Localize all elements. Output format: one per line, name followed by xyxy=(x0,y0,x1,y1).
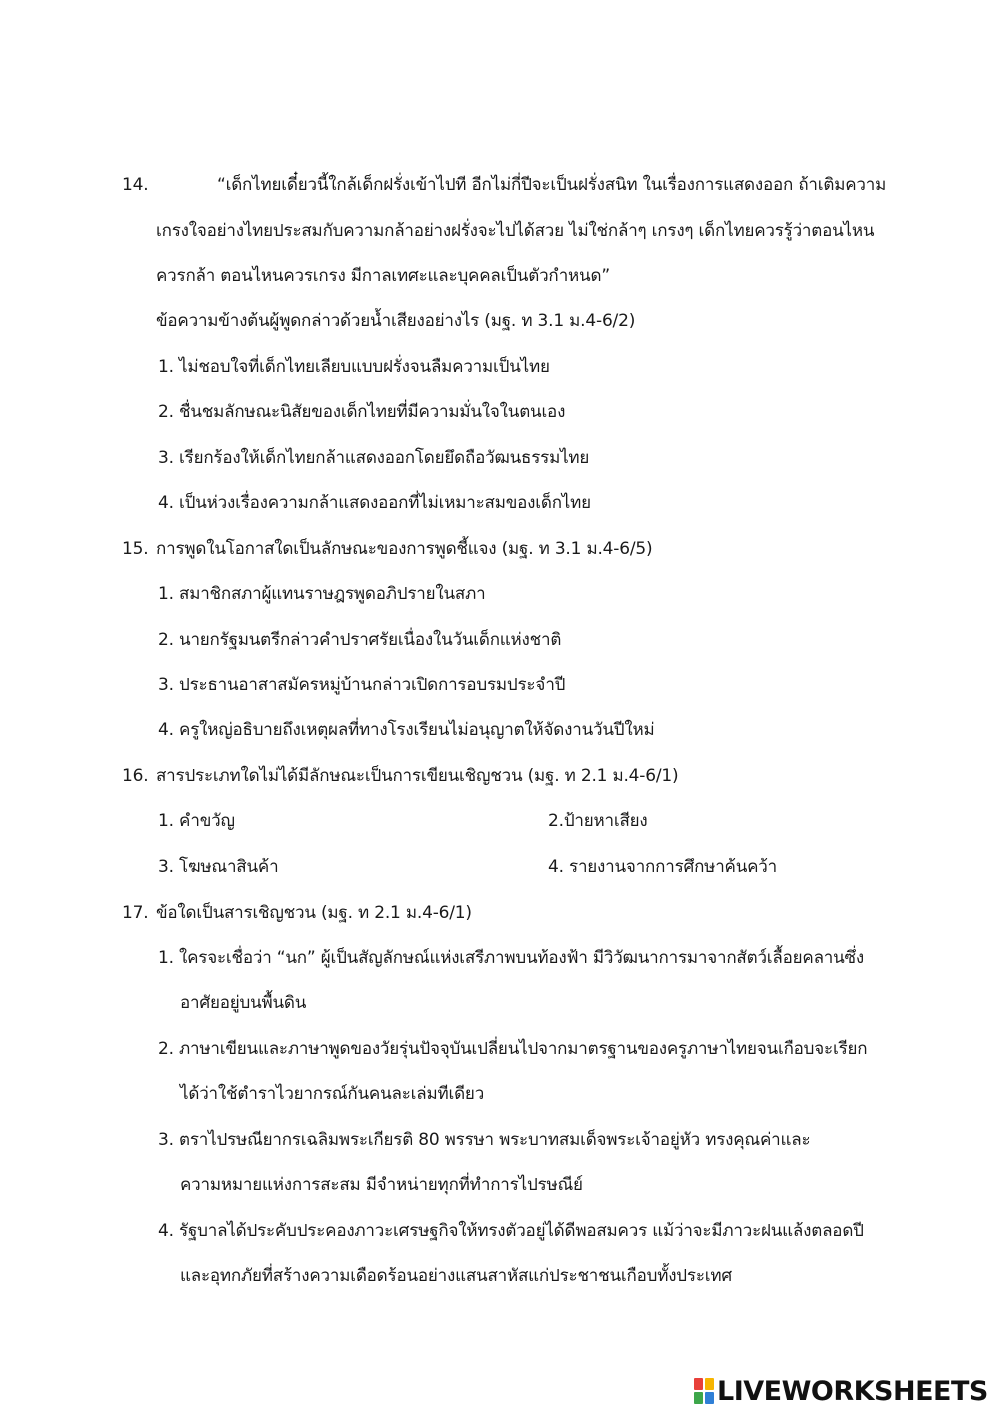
question-14-text: ข้อความข้างต้นผู้พูดกล่าวด้วยน้ำเสียงอย่างไร (มฐ. ท 3.1 ม.4-6/2) xyxy=(156,311,636,331)
question-16-option-4: 4. รายงานจากการศึกษาค้นคว้า xyxy=(548,857,777,877)
question-16-text: สารประเภทใดไม่ได้มีลักษณะเป็นการเขียนเชิญชวน (มฐ. ท 2.1 ม.4-6/1) xyxy=(156,766,679,786)
question-17-option-3-line-1: 3. ตราไปรษณียากรเฉลิมพระเกียรติ 80 พรรษา พระบาทสมเด็จพระเจ้าอยู่หัว ทรงคุณค่าและ xyxy=(158,1130,811,1150)
question-17-option-2-line-1: 2. ภาษาเขียนและภาษาพูดของวัยรุ่นปัจจุบันเปลี่ยนไปจากมาตรฐานของครูภาษาไทยจนเกือบจะเรียก xyxy=(158,1039,868,1059)
question-16-option-2: 2.ป้ายหาเสียง xyxy=(548,811,648,831)
question-17-option-1-line-2: อาศัยอยู่บนพื้นดิน xyxy=(180,993,307,1013)
question-14-option-2: 2. ชื่นชมลักษณะนิสัยของเด็กไทยที่มีความมั่นใจในตนเอง xyxy=(158,402,566,422)
question-14-quote-line-2: เกรงใจอย่างไทยประสมกับความกล้าอย่างฝรั่งจะไปได้สวย ไม่ใช่กล้าๆ เกรงๆ เด็กไทยควรรู้ว่าตอนไหน xyxy=(156,221,875,241)
question-14-option-4: 4. เป็นห่วงเรื่องความกล้าแสดงออกที่ไม่เหมาะสมของเด็กไทย xyxy=(158,493,591,513)
question-17-option-3-line-2: ความหมายแห่งการสะสม มีจำหน่ายทุกที่ทำการไปรษณีย์ xyxy=(180,1175,583,1195)
question-17-option-4-line-2: และอุทกภัยที่สร้างความเดือดร้อนอย่างแสนสาหัสแก่ประชาชนเกือบทั้งประเทศ xyxy=(180,1266,732,1286)
question-15-option-4: 4. ครูใหญ่อธิบายถึงเหตุผลที่ทางโรงเรียนไม่อนุญาตให้จัดงานวันปีใหม่ xyxy=(158,720,655,740)
question-15-option-2: 2. นายกรัฐมนตรีกล่าวคำปราศรัยเนื่องในวันเด็กแห่งชาติ xyxy=(158,630,562,650)
question-16-option-1: 1. คำขวัญ xyxy=(158,811,235,831)
logo-tile-green xyxy=(694,1392,703,1404)
liveworksheets-logo xyxy=(694,1376,988,1406)
question-15-option-3: 3. ประธานอาสาสมัครหมู่บ้านกล่าวเปิดการอบรมประจำปี xyxy=(158,675,566,695)
question-14-option-3: 3. เรียกร้องให้เด็กไทยกล้าแสดงออกโดยยึดถือวัฒนธรรมไทย xyxy=(158,448,590,468)
question-15-number: 15. xyxy=(122,539,149,559)
question-14-quote-line-3: ควรกล้า ตอนไหนควรเกรง มีกาลเทศะและบุคคลเป็นตัวกำหนด” xyxy=(156,266,610,286)
question-14-number: 14. xyxy=(122,175,149,195)
question-16-option-3: 3. โฆษณาสินค้า xyxy=(158,857,279,877)
logo-tile-red xyxy=(694,1378,703,1390)
question-15-text: การพูดในโอกาสใดเป็นลักษณะของการพูดชี้แจง (มฐ. ท 3.1 ม.4-6/5) xyxy=(156,539,653,559)
logo-tile-blue xyxy=(705,1392,714,1404)
question-17-option-4-line-1: 4. รัฐบาลได้ประคับประคองภาวะเศรษฐกิจให้ทรงตัวอยู่ได้ดีพอสมควร แม้ว่าจะมีภาวะฝนแล้งตลอดปี xyxy=(158,1221,864,1241)
question-17-option-1-line-1: 1. ใครจะเชื่อว่า “นก” ผู้เป็นสัญลักษณ์แห่งเสรีภาพบนท้องฟ้า มีวิวัฒนาการมาจากสัตว์เลื้อยคลานซึ่ง xyxy=(158,948,864,968)
question-15-option-1: 1. สมาชิกสภาผู้แทนราษฎรพูดอภิปรายในสภา xyxy=(158,584,486,604)
question-14-quote-line-1: “เด็กไทยเดี๋ยวนี้ใกล้เด็กฝรั่งเข้าไปที อีกไม่กี่ปีจะเป็นฝรั่งสนิท ในเรื่องการแสดงออก ถ้าเติมความ xyxy=(217,175,887,195)
question-17-text: ข้อใดเป็นสารเชิญชวน (มฐ. ท 2.1 ม.4-6/1) xyxy=(156,903,472,923)
question-14-option-1: 1. ไม่ชอบใจที่เด็กไทยเลียบแบบฝรั่งจนลืมความเป็นไทย xyxy=(158,357,550,377)
question-17-option-2-line-2: ได้ว่าใช้ตำราไวยากรณ์กันคนละเล่มทีเดียว xyxy=(180,1084,485,1104)
logo-tile-yellow xyxy=(705,1378,714,1390)
question-16-number: 16. xyxy=(122,766,149,786)
logo-text: LIVEWORKSHEETS xyxy=(717,1375,988,1407)
question-17-number: 17. xyxy=(122,903,149,923)
logo-tiles-icon xyxy=(694,1378,714,1404)
